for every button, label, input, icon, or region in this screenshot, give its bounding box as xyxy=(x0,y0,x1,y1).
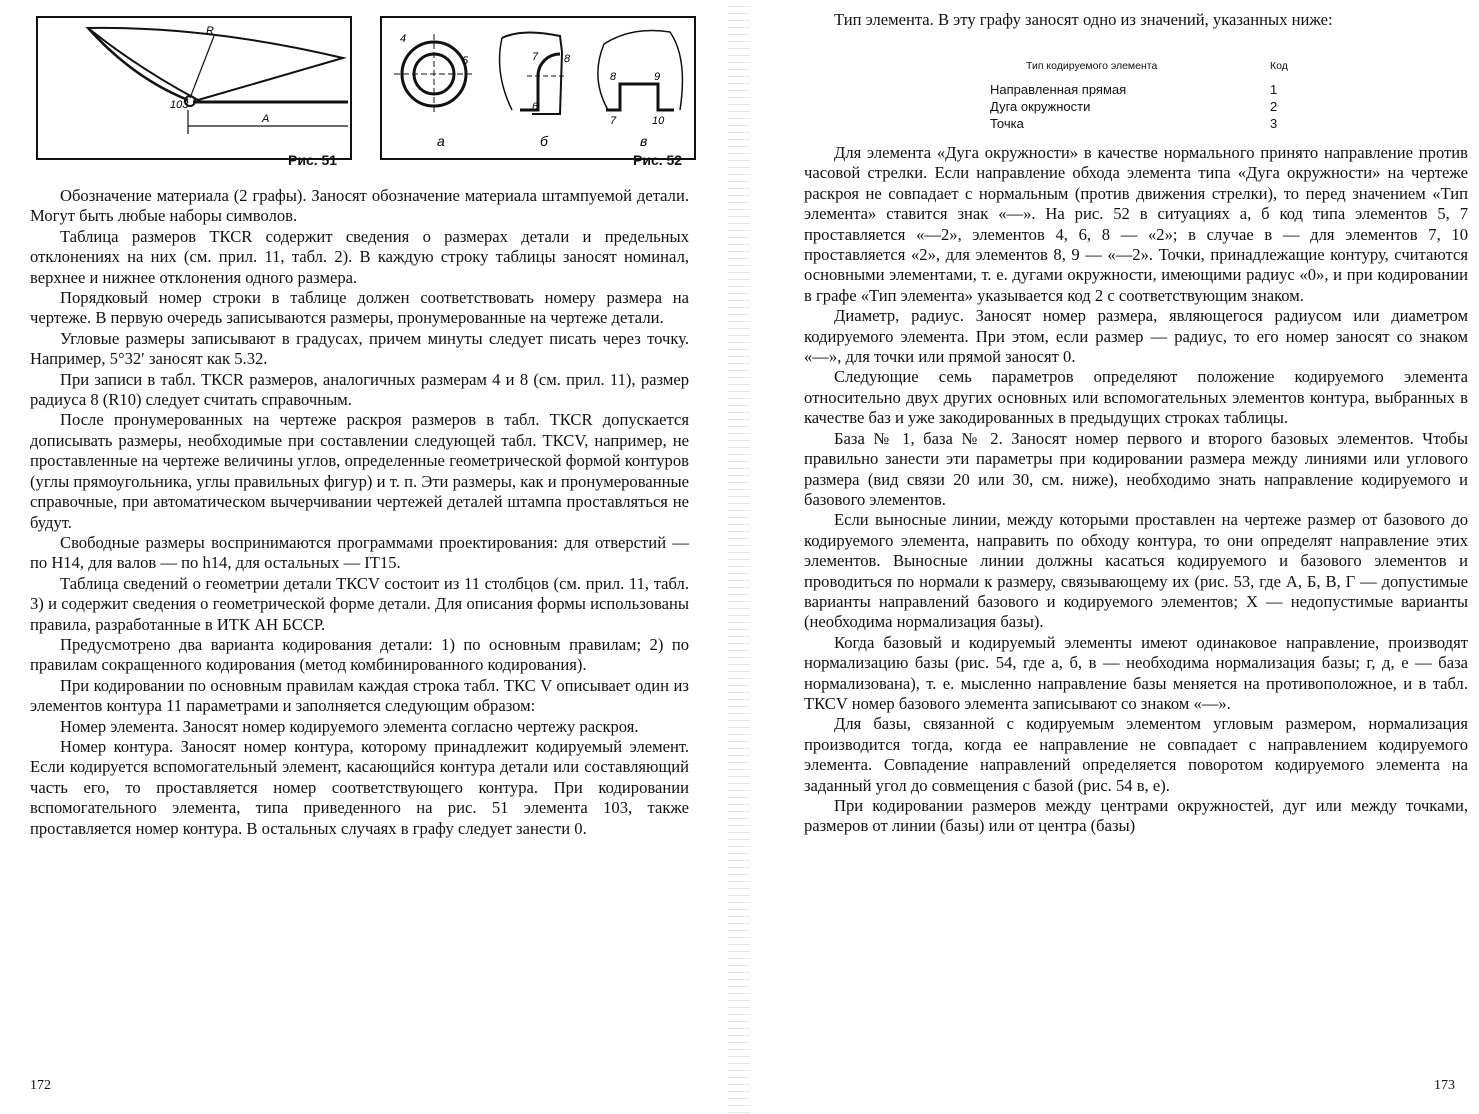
figure-52-caption: Рис. 52 xyxy=(633,152,683,168)
table-cell-code: 2 xyxy=(1270,99,1278,114)
table-cell-type: Дуга окружности xyxy=(990,99,1091,114)
paragraph: Следующие семь параметров определяют положение кодируемого элемента относительно двух других основных или вспомогательных элементов контура, выбранных в качестве баз и уже закодированных в предыдущих строках таблицы. xyxy=(804,367,1468,428)
right-text-column xyxy=(804,143,1468,837)
fig52-label-5: 5 xyxy=(462,55,469,67)
table-cell-type: Направленная прямая xyxy=(990,82,1127,97)
fig52-label-8b: 8 xyxy=(610,71,617,83)
paragraph: Диаметр, радиус. Заносят номер размера, являющегося радиусом или диаметром кодируемого элемента. При этом, если размер — радиус, то его номер заносят со знаком «—», для точки или прямой заносят 0. xyxy=(804,306,1468,367)
figure-51 xyxy=(36,16,352,160)
table-header-code: Код xyxy=(1270,60,1288,72)
paragraph: Угловые размеры записывают в градусах, причем минуты следует писать через точку. Например, 5°32′ заносят как 5.32. xyxy=(30,328,689,369)
table-cell-code: 1 xyxy=(1270,82,1278,97)
fig52-label-4: 4 xyxy=(400,33,407,45)
paragraph: Когда базовый и кодируемый элементы имеют одинаковое направление, производят нормализацию базы (рис. 54, где а, б, в — необходима нормализация базы; г, д, е — база нормализована), т. е. мысленно направление базы меняется на противоположное, и в табл. ТКСV номер базового элемента записывают со знаком «—». xyxy=(804,632,1468,713)
page-number-left: 172 xyxy=(30,1078,51,1093)
table-row xyxy=(990,98,1310,115)
table-row xyxy=(990,81,1310,98)
fig52-label-7: 7 xyxy=(532,51,539,63)
fig52-sub-b: б xyxy=(540,133,548,149)
label-r: R xyxy=(206,25,214,37)
paragraph: Таблица сведений о геометрии детали ТКСV состоит из 11 столбцов (см. прил. 11, табл. 3) и содержит сведения о геометрической форме детали. Для описания формы использованы правила, разработанные в ИТК АН БССР. xyxy=(30,573,689,634)
table-row xyxy=(990,115,1310,132)
table-header-type: Тип кодируемого элемента xyxy=(1026,60,1158,72)
paragraph: База № 1, база № 2. Заносят номер первого и второго базовых элементов. Чтобы правильно занести эти параметры при кодировании размера между линиями или углового размера (вид связи 20 или 30, см. ниже), необходимо знать направление кодируемого и базового элементов. xyxy=(804,428,1468,509)
paragraph: При кодировании по основным правилам каждая строка табл. ТКС V описывает один из элементов контура 11 параметрами и заполняется следующим образом: xyxy=(30,675,689,716)
fig52-label-7b: 7 xyxy=(610,115,617,127)
page-number-right: 173 xyxy=(1434,1078,1455,1093)
right-text-column-intro xyxy=(804,10,1468,30)
element-type-table xyxy=(990,58,1310,132)
paragraph: После пронумерованных на чертеже раскроя размеров в табл. ТКСR допускается дописывать размеры, необходимые при составлении следующей табл. ТКСV, например, не проставленные на чертеже величины углов, определенные геометрической формой контуров (углы прямоугольника, углы правильных фигур) и т. п. Эти размеры, как и пронумерованные справочные, при автоматическом вычерчивании чертежей деталей штампа проставляться не будут. xyxy=(30,410,689,532)
paragraph: Предусмотрено два варианта кодирования детали: 1) по основным правилам; 2) по правилам сокращенного кодирования (метод комбинированного кодирования). xyxy=(30,634,689,675)
paragraph-intro: Тип элемента. В эту графу заносят одно из значений, указанных ниже: xyxy=(834,10,1333,29)
figure-52-drawing xyxy=(382,18,694,158)
paragraph: Обозначение материала (2 графы). Заносят обозначение материала штампуемой детали. Могут быть любые наборы символов. xyxy=(30,186,689,226)
left-text-column xyxy=(30,186,689,839)
fig52-label-6: 6 xyxy=(532,101,539,113)
fig52-sub-v: в xyxy=(640,133,648,149)
book-gutter xyxy=(728,0,750,1114)
fig52-label-10: 10 xyxy=(652,115,665,127)
table-header xyxy=(990,58,1310,75)
paragraph: Свободные размеры воспринимаются программами проектирования: для отверстий — по H14, для валов — по h14, для остальных — IT15. xyxy=(30,532,689,573)
paragraph: Для базы, связанной с кодируемым элементом угловым размером, нормализация производится тогда, когда ее направление не совпадает с направлением кодируемого элемента. Совпадение направлений определяется поворотом кодируемого элемента на заданный угол до совмещения с базой (рис. 54 в, е). xyxy=(804,714,1468,795)
paragraph: Таблица размеров ТКСR содержит сведения о размерах детали и предельных отклонениях на них (см. прил. 11, табл. 2). В каждую строку таблицы заносят номинал, верхнее и нижнее отклонения одного размера. xyxy=(30,226,689,287)
table-cell-type: Точка xyxy=(990,116,1024,131)
paragraph: Если выносные линии, между которыми проставлен на чертеже размер от базового до кодируемого элемента, направить по обходу контура, то они определят направление этих элементов. Выносные линии должны касаться кодируемого и базового элементов и проводиться по нормали к размеру, связывающему их (рис. 53, где А, Б, В, Г — допустимые варианты направлений базового и кодируемого элементов; X — недопустимые варианты (необходима нормализация базы). xyxy=(804,510,1468,632)
figure-51-caption: Рис. 51 xyxy=(288,152,338,168)
paragraph: При записи в табл. ТКСR размеров, аналогичных размерам 4 и 8 (см. прил. 11), размер радиуса 8 (R10) следует считать справочным. xyxy=(30,369,689,410)
paragraph: Для элемента «Дуга окружности» в качестве нормального принято направление против часовой стрелки. Если направление обхода элемента типа «Дуга окружности» на чертеже раскроя не совпадает с нормальным (против движения стрелки), то перед значением «Тип элемента» ставится знак «—». На рис. 52 в ситуациях а, б код типа элементов 5, 7 проставляется «—2», элементов 4, 6, 8 — «2»; в случае в — для элементов 7, 10 проставляется «2», для элементов 8, 9 — «—2». Точки, принадлежащие контуру, считаются основными элементами, т. е. дугами окружности, имеющими радиус «0», и при кодировании в графе «Тип элемента» указывается код 2 с соответствующим знаком. xyxy=(804,143,1468,305)
fig52-label-8: 8 xyxy=(564,53,571,65)
fig52-sub-a: а xyxy=(437,133,445,149)
paragraph: Номер элемента. Заносят номер кодируемого элемента согласно чертежу раскроя. xyxy=(60,716,639,736)
label-103: 103 xyxy=(170,99,189,111)
fig52-label-9: 9 xyxy=(654,71,661,83)
figure-52 xyxy=(380,16,696,160)
label-a: A xyxy=(262,113,270,125)
paragraph: Номер контура. Заносят номер контура, которому принадлежит кодируемый элемент. Если кодируется вспомогательный элемент, касающийся контура детали или составляющий часть его, то проставляется номер соответствующего контура. При кодировании вспомогательного элемента, типа приведенного на рис. 51 элемента 103, также проставляется номер контура. В остальных случаях в графу следует занести 0. xyxy=(30,736,689,838)
table-cell-code: 3 xyxy=(1270,116,1278,131)
figure-51-drawing xyxy=(38,18,350,158)
paragraph: Порядковый номер строки в таблице должен соответствовать номеру размера на чертеже. В первую очередь записываются размеры, пронумерованные на чертеже детали. xyxy=(30,288,689,328)
paragraph: При кодировании размеров между центрами окружностей, дуг или между точками, размеров от линии (базы) или от центра (базы) xyxy=(804,796,1468,836)
